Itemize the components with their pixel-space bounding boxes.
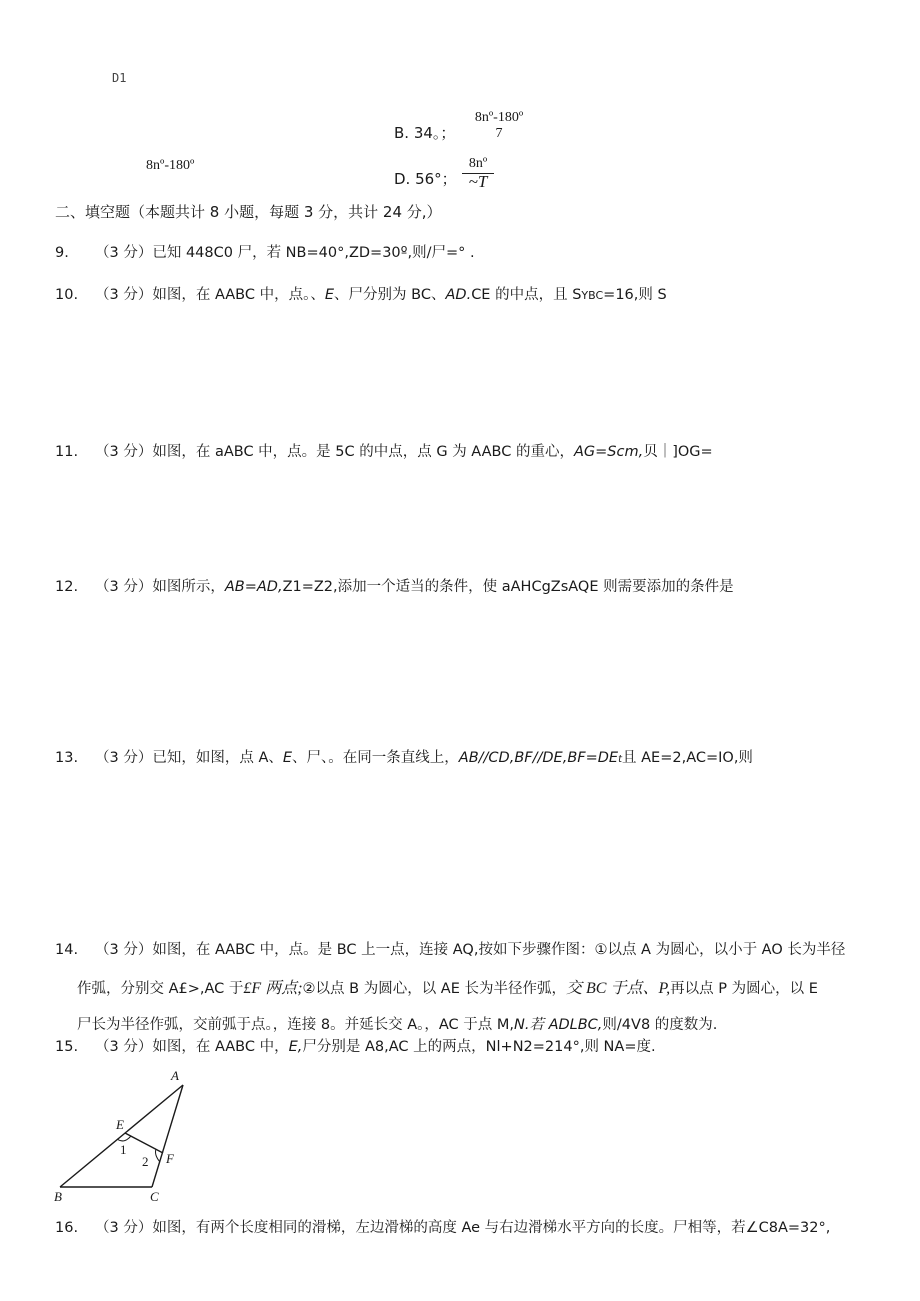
label-b: B bbox=[54, 1189, 62, 1204]
question-text-mid: 、尸、。在同一条直线上， bbox=[292, 750, 459, 766]
fraction-d-numerator: 8nº bbox=[468, 156, 488, 171]
question-9 bbox=[55, 241, 475, 262]
q14-text-b: £F 两点; bbox=[243, 980, 303, 997]
point-e: E bbox=[282, 750, 293, 766]
question-number: 13. bbox=[55, 750, 79, 766]
side-ac bbox=[152, 1085, 183, 1187]
question-15 bbox=[55, 1035, 656, 1056]
fraction-b-numerator: 8nº-180º bbox=[474, 110, 524, 125]
question-text-end: 尸分别是 A8,AC 上的两点，Nl+N2=214°,则 NA=度. bbox=[302, 1039, 656, 1055]
q14-text-e: 再以点 P 为圆心，以 E bbox=[670, 981, 818, 997]
question-number: 15. bbox=[55, 1039, 79, 1055]
fraction-d bbox=[462, 156, 494, 190]
question-text-mid: 、尸分别为 BC、 bbox=[334, 287, 446, 303]
question-12 bbox=[55, 575, 734, 596]
fraction-d-denominator: ~T bbox=[462, 173, 494, 190]
label-c: C bbox=[150, 1189, 159, 1204]
question-number: 12. bbox=[55, 579, 79, 595]
question-text: （3 分）如图，在 aABC 中，点。是 5C 的中点，点 G 为 AABC 的重心， bbox=[95, 444, 574, 460]
question-number: 9. bbox=[55, 245, 69, 261]
q14-text-d: 交 BC 于点、P, bbox=[566, 980, 671, 997]
question-text: （3 分）已知 448C0 尸，若 NB=40°,ZD=30º,则/尸=° . bbox=[95, 245, 475, 261]
q14-text-c: ②以点 B 为圆心，以 AE 长为半径作弧， bbox=[302, 981, 566, 997]
label-2: 2 bbox=[142, 1154, 149, 1169]
points-e-f: E, bbox=[288, 1039, 303, 1055]
question-number: 14. bbox=[55, 942, 79, 958]
question-11 bbox=[55, 440, 713, 461]
q14-text-f: 尸长为半径作弧，交前弧于点。，连接 8。并延长交 A。，AC 于点 M, bbox=[77, 1017, 514, 1033]
side-ab bbox=[60, 1085, 183, 1187]
subscript-ybc: YBC bbox=[581, 289, 604, 302]
question-14 bbox=[55, 938, 845, 959]
question-text-rest: CE 的中点，且 S bbox=[471, 287, 582, 303]
option-b: B. 34。； bbox=[394, 124, 456, 142]
segment-ad: AD. bbox=[445, 287, 472, 303]
label-d1: D1 bbox=[112, 71, 127, 85]
section-title: 二、填空题（本题共计 8 小题，每题 3 分，共计 24 分,） bbox=[55, 203, 442, 221]
subscript-t: t bbox=[618, 754, 623, 765]
question-text-line1: （3 分）如图，在 AABC 中，点。是 BC 上一点，连接 AQ,按如下步骤作图：①以点 A 为圆心，以小于 AO 长为半径 bbox=[95, 942, 846, 958]
question-number: 11. bbox=[55, 444, 79, 460]
label-f: F bbox=[166, 1151, 174, 1166]
ab-equals-ad: AB=AD, bbox=[224, 579, 283, 595]
ag-length: AG=Scm, bbox=[573, 444, 644, 460]
question-14-line3 bbox=[77, 1013, 717, 1034]
q14-text-a: 作弧，分别交 A£>,AC 于 bbox=[77, 981, 244, 997]
question-13 bbox=[55, 746, 753, 767]
parallel-conditions: AB//CD,BF//DE,BF=DE bbox=[458, 750, 619, 766]
question-text: （3 分）如图所示， bbox=[95, 579, 225, 595]
question-text-end: 且 AE=2,AC=IO,则 bbox=[622, 750, 753, 766]
question-14-line2 bbox=[77, 975, 818, 998]
q14-text-h: 则/4V8 的度数为. bbox=[602, 1017, 718, 1033]
question-text-end: =16,则 S bbox=[603, 287, 667, 303]
point-e: E bbox=[324, 287, 335, 303]
q14-text-g: N.若 ADLBC, bbox=[514, 1017, 603, 1033]
left-fraction-numerator: 8nº-180º bbox=[146, 158, 195, 173]
triangle-figure bbox=[50, 1065, 200, 1205]
question-number: 16. bbox=[55, 1220, 79, 1236]
question-number: 10. bbox=[55, 287, 79, 303]
label-a: A bbox=[171, 1068, 179, 1083]
question-16 bbox=[55, 1216, 830, 1237]
label-1: 1 bbox=[120, 1142, 127, 1157]
fraction-b-denominator: 7 bbox=[495, 126, 503, 141]
question-text-end: Z1=Z2,添加一个适当的条件，使 aAHCgZsAQE 则需要添加的条件是 bbox=[282, 579, 734, 595]
question-text: （3 分）如图，在 AABC 中，点。、 bbox=[95, 287, 325, 303]
fraction-b bbox=[466, 110, 532, 142]
question-text: （3 分）如图，在 AABC 中， bbox=[95, 1039, 289, 1055]
question-text-end: 贝｜]OG= bbox=[643, 444, 713, 460]
label-e: E bbox=[116, 1117, 124, 1132]
option-d: D. 56°； bbox=[394, 170, 457, 188]
question-text: （3 分）已知，如图，点 A、 bbox=[95, 750, 283, 766]
question-10 bbox=[55, 283, 667, 304]
question-text: （3 分）如图，有两个长度相同的滑梯，左边滑梯的高度 Ae 与右边滑梯水平方向的长度。尸相等，若∠C8A=32°, bbox=[95, 1220, 831, 1236]
